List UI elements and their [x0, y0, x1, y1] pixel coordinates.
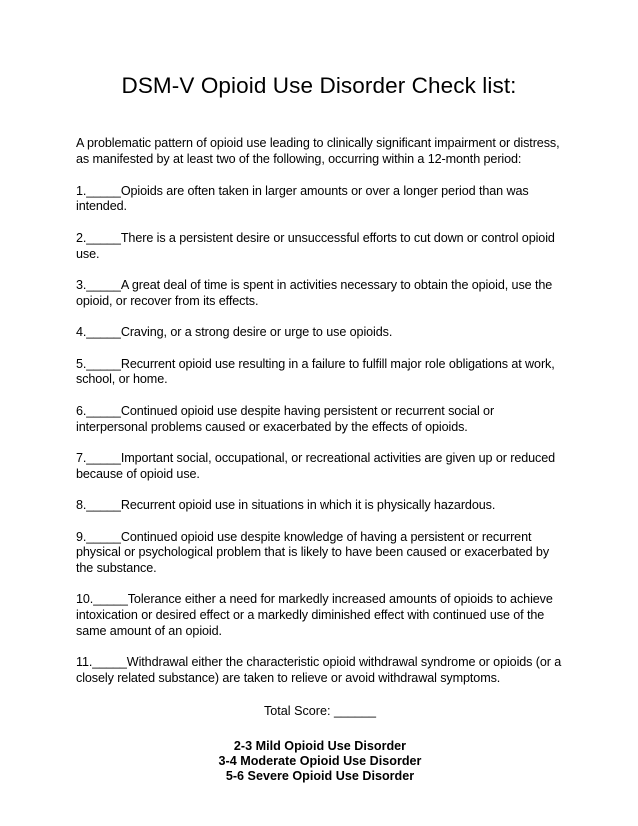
document-title: DSM-V Opioid Use Disorder Check list: — [121, 73, 517, 98]
item-number: 1._____ — [76, 183, 121, 198]
item-number: 3._____ — [76, 277, 121, 292]
severity-mild: 2-3 Mild Opioid Use Disorder — [233, 738, 407, 753]
checklist-item-6 — [76, 404, 564, 436]
total-score: Total Score: ______ — [263, 703, 377, 718]
intro-paragraph: A problematic pattern of opioid use leading to clinically significant impairment or distress, as manifested by at least two of the following, occurring within a 12-month period: — [76, 136, 560, 166]
item-number: 8._____ — [76, 498, 121, 513]
item-number: 4._____ — [76, 325, 121, 340]
item-number: 2._____ — [76, 230, 121, 245]
severity-severe: 5-6 Severe Opioid Use Disorder — [225, 768, 415, 783]
checklist-item-4 — [76, 325, 564, 341]
checklist-item-1 — [76, 184, 564, 216]
item-text: Craving, or a strong desire or urge to use opioids. — [120, 325, 393, 340]
item-text: Recurrent opioid use in situations in which it is physically hazardous. — [120, 498, 496, 513]
checklist-item-11 — [76, 655, 564, 687]
item-text: There is a persistent desire or unsuccessful efforts to cut down or control opioid use. — [76, 230, 555, 261]
item-text: A great deal of time is spent in activities necessary to obtain the opioid, use the opioid, or recover from its effects. — [76, 277, 553, 308]
item-text: Withdrawal either the characteristic opioid withdrawal syndrome or opioids (or a closely related substance) are taken to relieve or avoid withdrawal symptoms. — [76, 655, 562, 686]
checklist-item-5 — [76, 357, 564, 389]
checklist-item-10 — [76, 592, 564, 639]
item-text: Tolerance either a need for markedly increased amounts of opioids to achieve intoxication or desired effect or a markedly diminished effect with continued use of the same amount of an opioid. — [76, 592, 553, 639]
item-text: Continued opioid use despite having persistent or recurrent social or interpersonal problems caused or exacerbated by the effects of opioids. — [76, 403, 495, 434]
severity-moderate: 3-4 Moderate Opioid Use Disorder — [218, 753, 422, 768]
checklist-item-2 — [76, 231, 564, 263]
checklist-item-3 — [76, 278, 564, 310]
item-number: 5._____ — [76, 356, 121, 371]
item-number: 11._____ — [76, 655, 127, 670]
item-number: 10._____ — [76, 592, 128, 607]
item-number: 6._____ — [76, 403, 121, 418]
item-number: 9._____ — [76, 529, 121, 544]
item-number: 7._____ — [76, 450, 121, 465]
item-text: Important social, occupational, or recreational activities are given up or reduced because of opioid use. — [76, 450, 556, 481]
checklist-item-7 — [76, 451, 564, 483]
item-text: Recurrent opioid use resulting in a failure to fulfill major role obligations at work, school, or home. — [76, 356, 555, 387]
checklist-item-9 — [76, 530, 564, 577]
checklist-item-8 — [76, 498, 564, 514]
item-text: Continued opioid use despite knowledge of having a persistent or recurrent physical or psychological problem that is likely to have been caused or exacerbated by the substance. — [76, 529, 550, 576]
item-text: Opioids are often taken in larger amounts or over a longer period than was intended. — [76, 183, 529, 214]
severity-scale — [76, 739, 564, 784]
